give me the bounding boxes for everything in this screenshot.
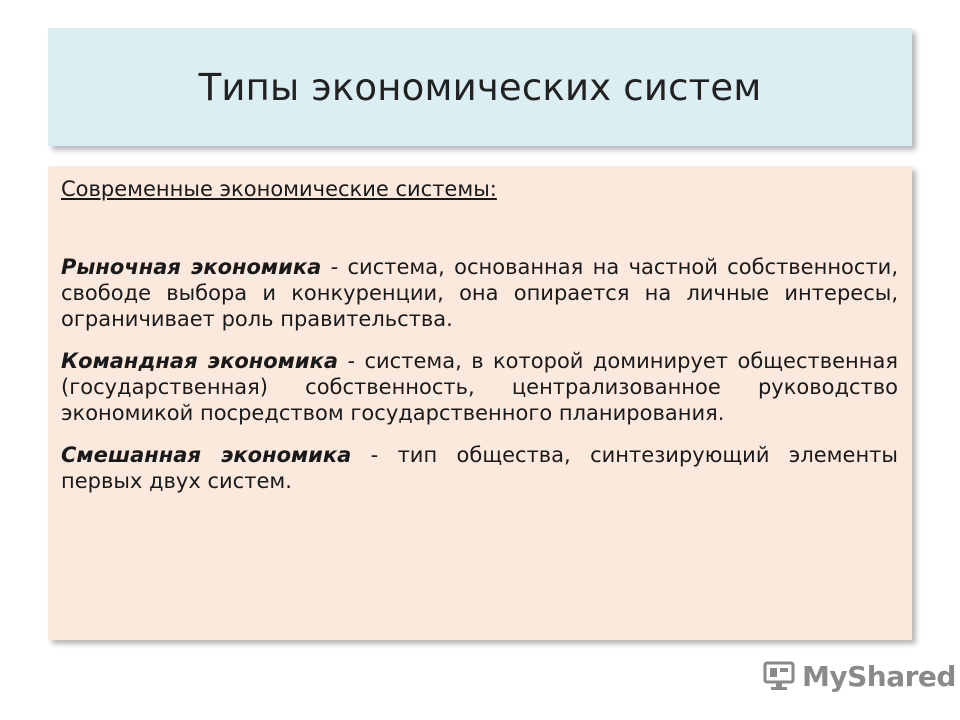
term-mixed: Смешанная экономика xyxy=(61,443,352,467)
watermark-text: MyShared xyxy=(802,659,956,693)
definition-command-text: - система, в которой доминирует общественная (государственная) собственность, централизованное руководство экономикой посредством государственного планирования. xyxy=(61,349,899,425)
definition-command xyxy=(61,348,898,426)
definition-market xyxy=(61,254,898,332)
definition-mixed-text: - тип общества, синтезирующий элементы первых двух систем. xyxy=(61,443,898,493)
slide-title: Типы экономических систем xyxy=(198,65,762,109)
content-panel xyxy=(48,166,912,640)
definition-market-text: - система, основанная на частной собственности, свободе выбора и конкуренции, она опирается на личные интересы, ограничивает роль правительства. xyxy=(61,255,899,331)
monitor-icon xyxy=(762,659,796,693)
watermark-logo xyxy=(762,656,956,696)
definition-mixed xyxy=(61,442,898,494)
title-panel xyxy=(48,28,912,146)
term-command: Командная экономика xyxy=(61,349,339,373)
section-subtitle: Современные экономические системы: xyxy=(61,177,497,201)
term-market: Рыночная экономика xyxy=(61,255,322,279)
